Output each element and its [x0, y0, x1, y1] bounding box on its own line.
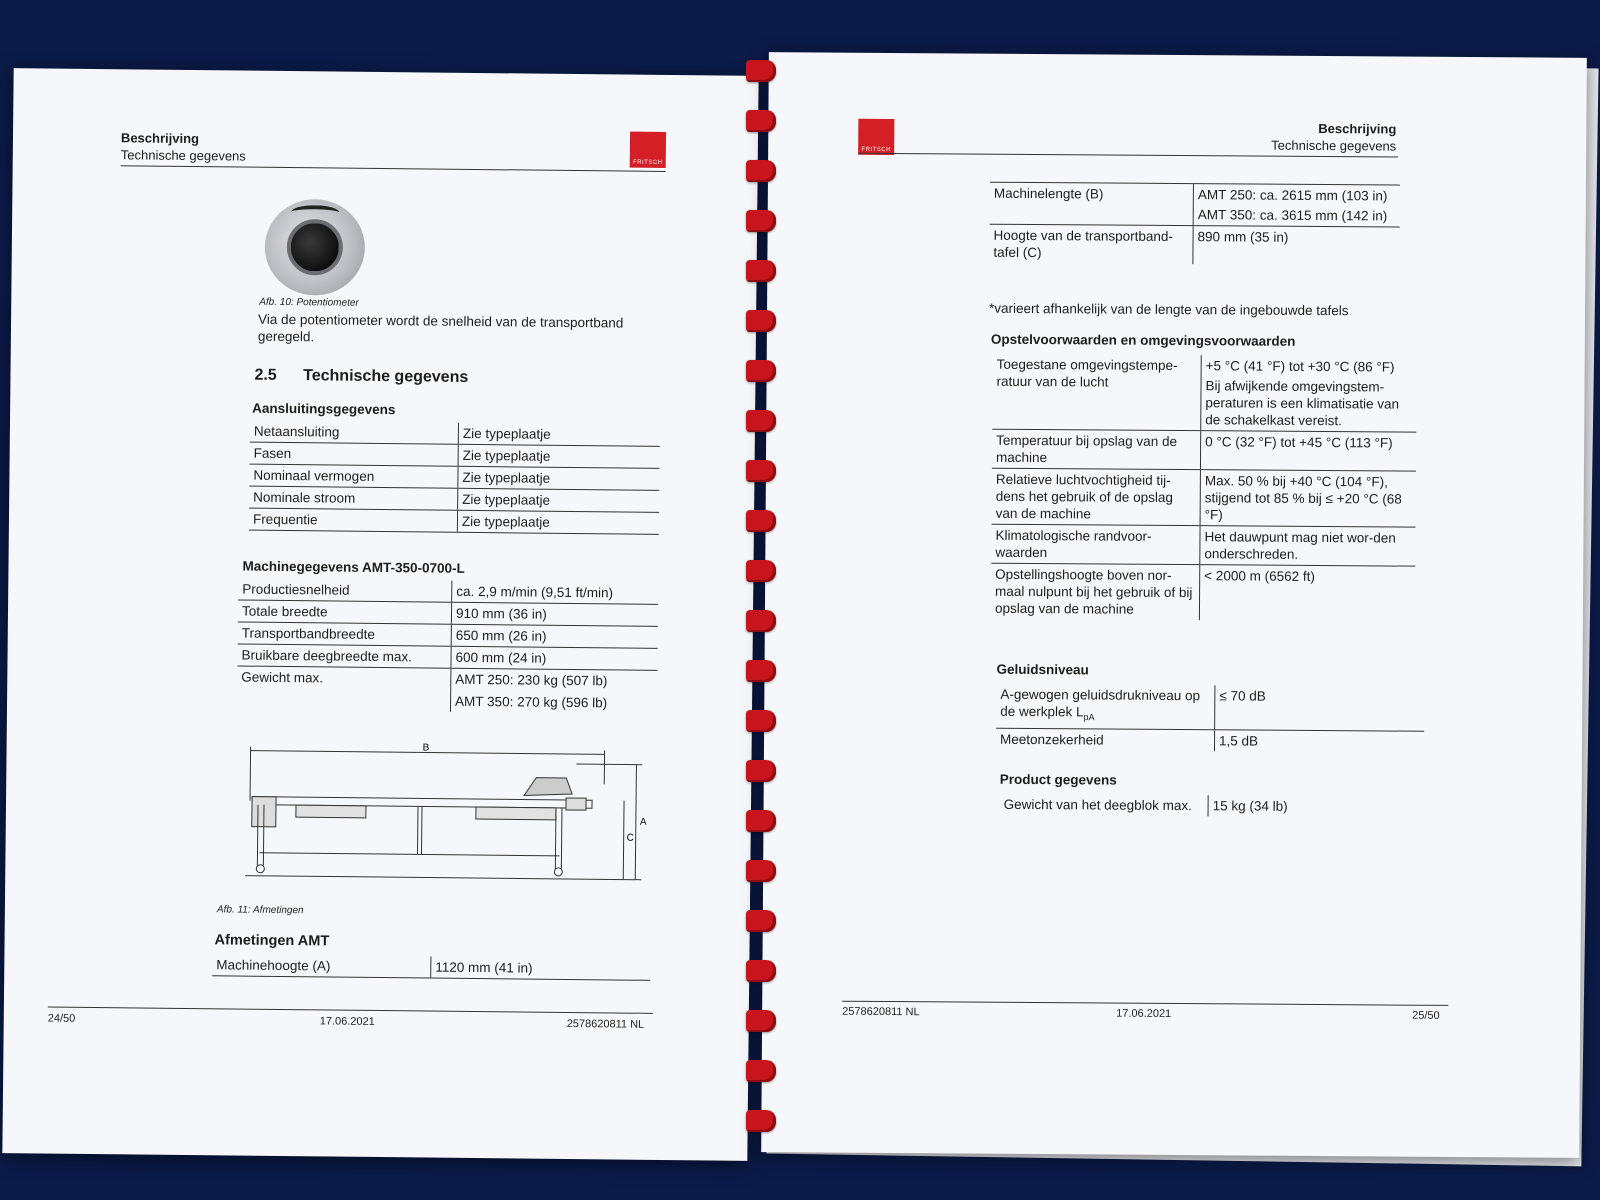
potentiometer-image: [264, 199, 365, 296]
noise-heading: Geluidsniveau: [996, 661, 1089, 678]
binding-ring: [746, 560, 776, 582]
row-label: Temperatuur bij opslag van de machine: [992, 429, 1201, 469]
product-value: 15 kg (34 lb): [1208, 795, 1330, 817]
figure10-caption: Afb. 10: Potentiometer: [259, 296, 359, 309]
connection-heading: Aansluitingsgegevens: [252, 400, 396, 418]
binding-ring: [746, 210, 776, 232]
row-label: Klimatologische randvoor-waarden: [991, 524, 1200, 564]
weight-value-2: AMT 350: 270 kg (596 lb): [455, 693, 608, 711]
table-row: [991, 563, 1415, 621]
fritsch-logo: FRITSCH: [630, 132, 666, 168]
length-value-1: AMT 250: ca. 2615 mm (103 in): [1197, 187, 1388, 204]
row-label: Toegestane omgevingstempe-ratuur van de lucht: [992, 354, 1201, 431]
binding-ring: [746, 60, 776, 82]
binding-ring: [746, 910, 776, 932]
binding-ring: [746, 110, 776, 132]
uncertainty-label: Meetonzekerheid: [1000, 731, 1104, 748]
right-footer-page: 25/50: [1412, 1009, 1440, 1022]
right-footer-date: 17.06.2021: [1116, 1007, 1172, 1020]
row-label: Transportbandbreedte: [238, 622, 452, 646]
left-page: [2, 68, 758, 1161]
row-label: Totale breedte: [238, 600, 452, 624]
right-header: [1248, 120, 1396, 155]
binding-ring: [746, 1060, 776, 1082]
section-number: 2.5: [254, 366, 277, 384]
product-label: Gewicht van het deegblok max.: [1003, 796, 1193, 814]
section-title: Technische gegevens: [303, 367, 469, 386]
noise-value: ≤ 70 dB: [1215, 685, 1425, 731]
binding-ring: [746, 260, 776, 282]
dimensions-heading: Afmetingen AMT: [214, 932, 330, 950]
row-value: ca. 2,9 m/min (9,51 ft/min): [456, 583, 614, 601]
row-label: Nominale stroom: [249, 486, 458, 510]
weight-label: Gewicht max.: [241, 669, 324, 686]
row-label: Opstellingshoogte boven nor-maal nulpunt bij het gebruik of bij opslag van de machine: [994, 566, 1193, 617]
length-label: Machinelengte (B): [990, 182, 1194, 225]
row-value: 910 mm (36 in): [455, 605, 547, 622]
right-header-title: Beschrijving: [1318, 120, 1397, 137]
row-value: Zie typeplaatje: [462, 491, 551, 508]
figure11-caption: Afb. 11: Afmetingen: [216, 904, 304, 917]
right-header-subtitle: Technische gegevens: [1271, 137, 1397, 154]
table-row: [991, 524, 1415, 566]
row-value: Zie typeplaatje: [462, 469, 551, 486]
row-value-extra: Bij afwijkende omgevingstem-peraturen is een klimatisatie van de schakelkast vereist.: [1205, 378, 1400, 429]
row-value: 650 mm (26 in): [455, 627, 547, 644]
binding-ring: [746, 960, 776, 982]
uncertainty-value: 1,5 dB: [1214, 729, 1424, 752]
product-heading: Product gegevens: [999, 771, 1117, 788]
weight-value-1: AMT 250: 230 kg (507 lb): [455, 671, 608, 689]
binding-ring: [746, 760, 776, 782]
label-b: B: [422, 742, 430, 754]
table-row: [1000, 794, 1330, 817]
height-value: 1120 mm (41 in): [431, 957, 651, 981]
machine-heading: Machinegegevens AMT-350-0700-L: [242, 558, 465, 576]
binding-ring: [746, 410, 776, 432]
row-value: Zie typeplaatje: [462, 425, 551, 442]
row-value: < 2000 m (6562 ft): [1204, 568, 1315, 584]
binding-ring: [746, 160, 776, 182]
binding-ring: [746, 460, 776, 482]
row-label: Nominaal vermogen: [249, 464, 458, 488]
label-c: C: [626, 832, 634, 844]
row-value: 0 °C (32 °F) tot +45 °C (113 °F): [1205, 434, 1393, 451]
table-row: [992, 468, 1416, 527]
note-text: *varieert afhankelijk van de lengte van de ingebouwde tafels: [989, 300, 1349, 319]
row-label: Productiesnelheid: [238, 579, 452, 603]
right-page: [761, 52, 1587, 1158]
binding-ring: [746, 660, 776, 682]
dimension-drawing: [235, 741, 657, 895]
left-footer-rule: [48, 1007, 653, 1014]
left-header-title: Beschrijving: [120, 130, 200, 147]
machine-table: [237, 579, 658, 714]
table-height-label: Hoogte van de transportband-tafel (C): [993, 227, 1173, 261]
length-table: [989, 182, 1400, 266]
row-label: Fasen: [250, 442, 459, 466]
spiral-binding: [746, 60, 780, 1160]
connection-table: [249, 421, 660, 535]
dimensions-table: [212, 954, 650, 981]
left-footer-page: 24/50: [47, 1012, 76, 1025]
binding-ring: [746, 710, 776, 732]
binding-ring: [746, 360, 776, 382]
label-a: A: [639, 816, 647, 828]
section-heading: [254, 367, 468, 387]
table-row: [249, 508, 659, 534]
binding-ring: [746, 810, 776, 832]
row-value: +5 °C (41 °F) tot +30 °C (86 °F): [1205, 358, 1395, 375]
left-header-subtitle: Technische gegevens: [120, 147, 246, 164]
length-value-2: AMT 350: ca. 3615 mm (142 in): [1197, 207, 1388, 224]
binding-ring: [746, 860, 776, 882]
table-row: [996, 684, 1424, 731]
row-label: Bruikbare deegbreedte max.: [237, 644, 451, 668]
row-value: Max. 50 % bij +40 °C (104 °F), stijgend tot 85 % bij ≤ +20 °C (68 °F): [1204, 473, 1402, 523]
row-value: Het dauwpunt mag niet wor-den onderschreden.: [1204, 529, 1396, 562]
left-header: [121, 129, 246, 164]
row-label: Frequentie: [249, 508, 458, 532]
noise-table: [996, 684, 1424, 753]
table-row: [990, 182, 1400, 227]
row-value: 600 mm (24 in): [455, 649, 547, 666]
left-header-rule: [121, 165, 666, 172]
row-label: Netaansluiting: [250, 421, 459, 445]
noise-label: A-gewogen geluidsdrukniveau op de werkplek L: [1000, 686, 1201, 720]
table-row: [237, 666, 657, 714]
fritsch-logo: FRITSCH: [858, 119, 894, 155]
noise-subscript: pA: [1083, 712, 1095, 723]
row-value: Zie typeplaatje: [462, 447, 551, 464]
left-footer-doc: 2578620811 NL: [566, 1017, 645, 1031]
env-table: [991, 354, 1417, 622]
table-row: [989, 224, 1399, 265]
binding-ring: [746, 1010, 776, 1032]
table-row: [992, 354, 1417, 432]
table-height-value: 890 mm (35 in): [1193, 226, 1400, 266]
row-value: Zie typeplaatje: [461, 513, 550, 530]
potentiometer-text: Via de potentiometer wordt de snelheid van de transportband geregeld.: [257, 311, 624, 345]
env-heading: Opstelvoorwaarden en omgevingsvoorwaarden: [990, 331, 1296, 349]
table-row: [992, 429, 1416, 471]
table-row: [996, 728, 1424, 752]
right-footer-rule: [842, 1001, 1448, 1006]
binding-ring: [746, 1110, 776, 1132]
binding-ring: [746, 610, 776, 632]
right-footer-doc: 2578620811 NL: [842, 1005, 920, 1019]
left-footer-date: 17.06.2021: [319, 1015, 375, 1028]
row-label: Relatieve luchtvochtigheid tij-dens het gebruik of de opslag van de machine: [992, 468, 1201, 525]
binding-ring: [746, 510, 776, 532]
binding-ring: [746, 310, 776, 332]
height-label: Machinehoogte (A): [212, 954, 431, 978]
product-table: [1000, 794, 1330, 817]
table-row: [212, 954, 650, 980]
